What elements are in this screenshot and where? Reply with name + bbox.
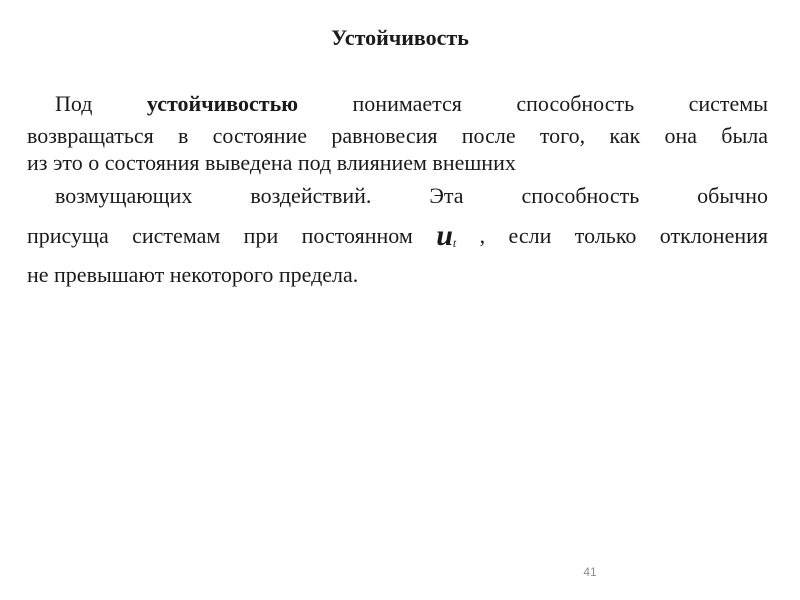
paragraph-line-6: не превышают некоторого предела. <box>27 262 359 287</box>
paragraph-line-2: возвращаться в состояние равновесия после того, как она была <box>27 123 768 148</box>
math-u-subscript: t <box>452 236 457 250</box>
paragraph-line-3: из это о состояния выведена под влиянием внешних <box>27 150 516 175</box>
stability-paragraph <box>27 88 768 291</box>
paragraph-line-4: возмущающих воздействий. Эта способность обычно <box>55 183 768 208</box>
word-pod: Под <box>55 91 93 116</box>
line-1-rest: понимается способность системы <box>352 91 768 116</box>
paragraph-line-1 <box>27 88 768 120</box>
slide-title: Устойчивость <box>331 25 469 50</box>
line-5-end: , если только отклонения <box>479 223 768 248</box>
page-number: 41 <box>583 565 597 579</box>
paragraph-line-5 <box>27 220 768 259</box>
math-u-symbol: u <box>436 219 453 252</box>
bold-term-stability: устойчивостью <box>146 91 299 116</box>
math-variable-u <box>436 219 457 252</box>
line-5-start: присуща системам при постоянном <box>27 223 413 248</box>
